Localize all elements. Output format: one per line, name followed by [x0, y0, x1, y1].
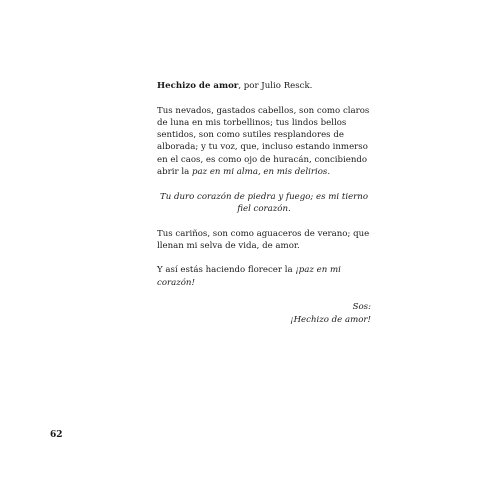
closing-line-2: ¡Hechizo de amor!: [290, 314, 371, 325]
stanza-3: Tus cariños, son como aguaceros de verano; que llenan mi selva de vida, de amor.: [157, 228, 370, 251]
stanza-1-end: .: [327, 167, 331, 178]
stanza-4: [157, 264, 371, 289]
closing-line-1: Sos:: [352, 302, 371, 313]
stanza-4-italic: ¡paz en mi corazón!: [157, 265, 341, 288]
stanza-2: Tu duro corazón de piedra y fuego; es mi tierno fiel corazón.: [159, 191, 368, 214]
poem-text-block: [157, 80, 371, 326]
stanza-4-text: Y así estás haciendo florecer la: [157, 265, 296, 276]
poem-title: [157, 80, 371, 92]
stanza-1-text: Tus nevados, gastados cabellos, son como claros de luna en mis torbellinos; tus lindos bellos sentidos, son como sutiles resplandores de alborada; y tu voz, que, incluso estando inmerso en el caos, es como ojo de huracán, concibiendo abrir la: [157, 105, 370, 178]
stanza-1: [157, 105, 371, 179]
stanza-1-italic: paz en mi alma, en mis delirios: [191, 167, 328, 178]
page-number: 62: [50, 430, 63, 440]
poem-author: , por Julio Resck.: [238, 81, 313, 91]
poem-title-bold: Hechizo de amor: [157, 81, 239, 91]
